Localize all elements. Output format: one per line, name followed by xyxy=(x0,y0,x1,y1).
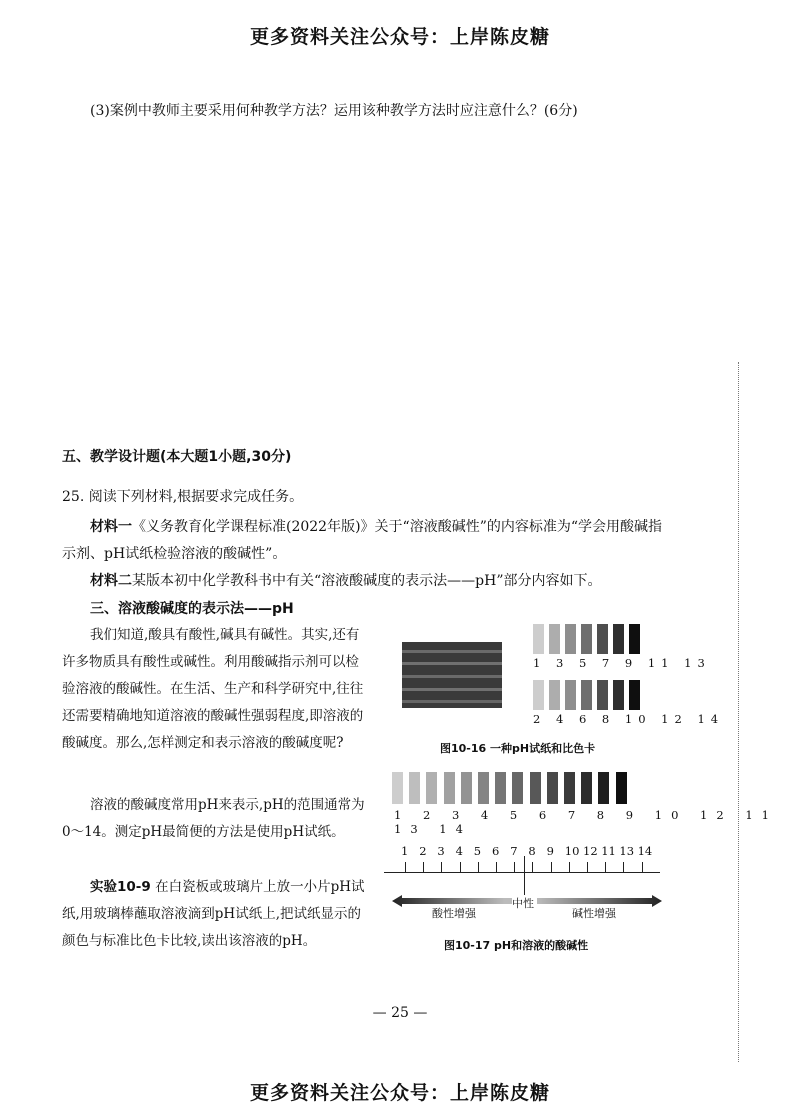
ph-scale-number: 4 xyxy=(455,844,463,858)
ph-scale-number: 14 xyxy=(637,844,653,858)
color-card-odd-numbers: 1 3 5 7 9 11 13 xyxy=(533,656,711,670)
page-number: — 25 — xyxy=(372,1005,428,1021)
ph-scale-number: 5 xyxy=(473,844,482,858)
color-swatch xyxy=(565,680,576,710)
color-swatch xyxy=(581,680,592,710)
color-swatch xyxy=(409,772,420,804)
color-swatch xyxy=(478,772,489,804)
color-swatch xyxy=(581,772,592,804)
ph-scale-tick xyxy=(441,862,442,872)
ph-scale-number: 12 xyxy=(583,844,598,858)
base-label: 碱性增强 xyxy=(572,907,616,920)
color-swatch xyxy=(495,772,506,804)
ph-scale-number: 8 xyxy=(528,844,536,858)
ph-scale-tick xyxy=(587,862,588,872)
color-swatch xyxy=(533,624,544,654)
acid-label: 酸性增强 xyxy=(432,907,476,920)
ph-scale-tick xyxy=(532,862,533,872)
neutral-label: 中性 xyxy=(512,897,534,910)
ph-test-paper-image xyxy=(402,642,502,708)
color-swatch xyxy=(613,680,624,710)
color-swatch xyxy=(426,772,437,804)
ph-scale-number: 1 xyxy=(401,844,409,858)
ph-scale-number: 2 xyxy=(419,844,427,858)
ph-scale-number: 9 xyxy=(546,844,554,858)
ph-scale-axis xyxy=(384,872,660,873)
ph-scale-number: 11 xyxy=(601,844,616,858)
material-2 xyxy=(90,570,601,590)
ph-scale-tick xyxy=(642,862,643,872)
color-swatch xyxy=(549,624,560,654)
header-banner: 更多资料关注公众号：上岸陈皮糖 xyxy=(249,26,550,48)
experiment-label: 实验10-9 xyxy=(90,879,151,895)
ph-scale-tick xyxy=(623,862,624,872)
figure-10-17-caption: 图10-17 pH和溶液的酸碱性 xyxy=(444,939,589,952)
ph-scale-number: 13 xyxy=(619,844,635,858)
question-25: 25. 阅读下列材料,根据要求完成任务。 xyxy=(62,489,304,505)
ph-scale-tick xyxy=(551,862,552,872)
textbook-paragraph-2: 溶液的酸碱度常用pH来表示,pH的范围通常为0～14。测定pH最简便的方法是使用pH试纸。 xyxy=(62,797,365,840)
ph-scale-number: 6 xyxy=(492,844,500,858)
color-swatch xyxy=(530,772,541,804)
ph-scale-tick xyxy=(460,862,461,872)
color-swatch xyxy=(564,772,575,804)
material-2-label: 材料二 xyxy=(90,573,132,589)
ph-scale-tick xyxy=(569,862,570,872)
textbook-heading: 三、溶液酸碱度的表示法——pH xyxy=(90,601,294,617)
color-swatch xyxy=(392,772,403,804)
color-swatch xyxy=(616,772,627,804)
experiment-paragraph xyxy=(62,874,368,955)
textbook-paragraph-1: 我们知道,酸具有酸性,碱具有碱性。其实,还有许多物质具有酸性或碱性。利用酸碱指示剂可以检验溶液的酸碱性。在生活、生产和科学研究中,往往还需要精确地知道溶液的酸碱性强弱程度,即溶液的酸碱度。那么,怎样测定和表示溶液的酸碱度呢? xyxy=(62,627,364,751)
question-3: (3)案例中教师主要采用何种教学方法？运用该种教学方法时应注意什么？(6分) xyxy=(90,103,578,119)
color-swatch xyxy=(598,772,609,804)
ph-scale-tick xyxy=(496,862,497,872)
ph-scale-tick xyxy=(423,862,424,872)
color-swatch xyxy=(597,624,608,654)
ph-scale-tick xyxy=(605,862,606,872)
material-1-label: 材料一 xyxy=(90,519,132,535)
ph-scale-tick xyxy=(478,862,479,872)
color-swatch xyxy=(533,680,544,710)
color-swatch xyxy=(581,624,592,654)
ph-scale-number: 7 xyxy=(510,844,518,858)
experiment-text: 在白瓷板或玻璃片上放一小片pH试纸,用玻璃棒蘸取溶液滴到pH试纸上,把试纸显示的颜色与标准比色卡比较,读出该溶液的pH。 xyxy=(62,879,365,949)
section-5-heading: 五、教学设计题(本大题1小题,30分) xyxy=(62,449,292,465)
color-swatch xyxy=(444,772,455,804)
material-2-text: 某版本初中化学教科书中有关“溶液酸碱度的表示法——pH”部分内容如下。 xyxy=(132,573,602,589)
ph-scale-number: 3 xyxy=(437,844,445,858)
color-card-even-numbers: 2 4 6 8 10 12 14 xyxy=(533,712,725,726)
material-1 xyxy=(62,514,672,568)
color-swatch xyxy=(565,624,576,654)
ph-scale-number: 10 xyxy=(564,844,580,858)
ph-scale-tick xyxy=(514,862,515,872)
footer-banner: 更多资料关注公众号：上岸陈皮糖 xyxy=(249,1082,550,1104)
color-swatch xyxy=(613,624,624,654)
color-swatch xyxy=(547,772,558,804)
color-swatch xyxy=(549,680,560,710)
ph-scale-tick xyxy=(405,862,406,872)
color-swatch xyxy=(629,680,640,710)
margin-dotted-rule xyxy=(738,362,740,1062)
material-1-text: 《义务教育化学课程标准(2022年版)》关于“溶液酸碱性”的内容标准为“学会用酸碱指示剂、pH试纸检验溶液的酸碱性”。 xyxy=(62,519,663,562)
color-swatch xyxy=(597,680,608,710)
color-swatch xyxy=(512,772,523,804)
color-swatch xyxy=(629,624,640,654)
full-color-card-numbers: 1 2 3 4 5 6 7 8 9 10 12 11 13 14 xyxy=(394,808,778,836)
figure-10-16-caption: 图10-16 一种pH试纸和比色卡 xyxy=(440,742,596,755)
color-swatch xyxy=(461,772,472,804)
